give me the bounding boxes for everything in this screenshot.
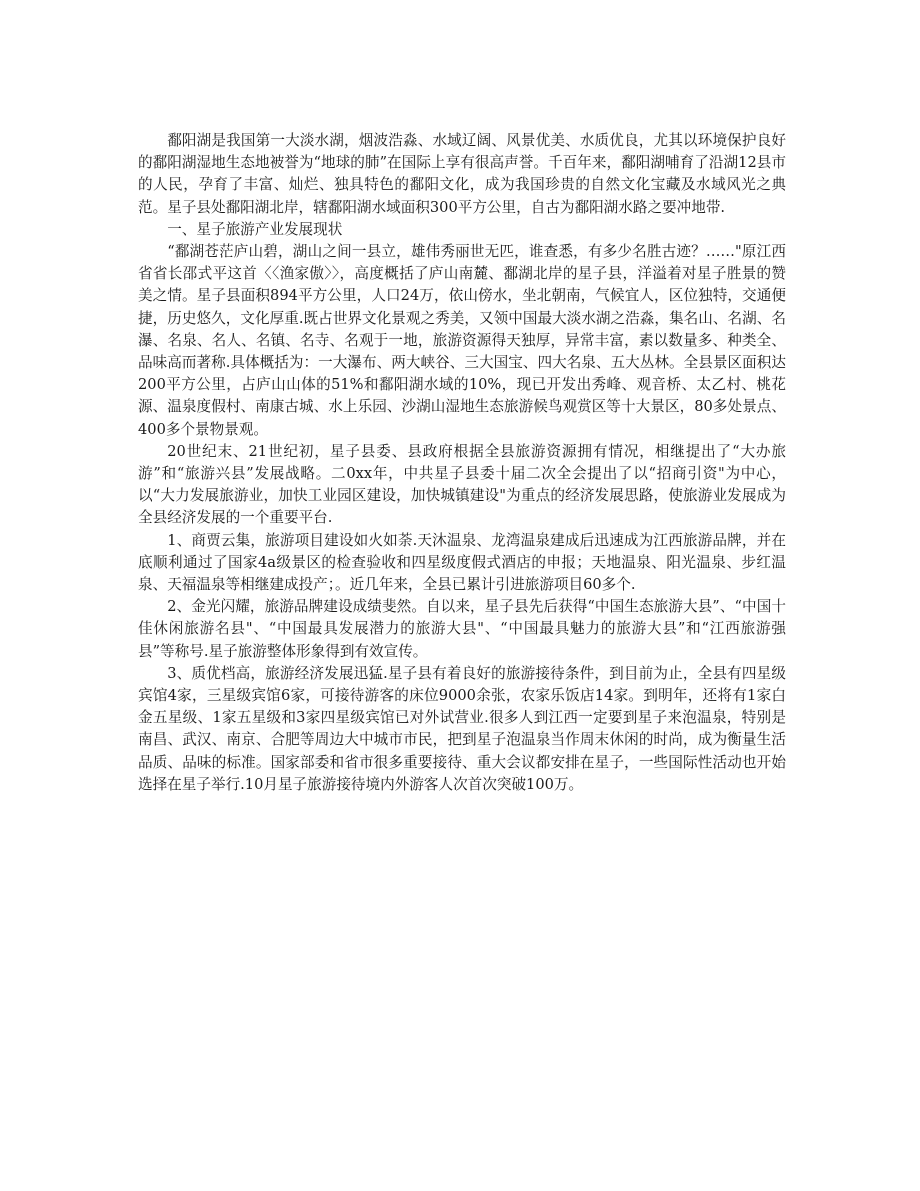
item-2-paragraph: 2、金光闪耀，旅游品牌建设成绩斐然。自以来，星子县先后获得“中国生态旅游大县”、“中国十佳休闲旅游名县"、“中国最具发展潜力的旅游大县"、“中国最具魅力的旅游大县”和“江西旅游强县”等称号.星子旅游整体形象得到有效宣传。: [138, 598, 786, 660]
strategy-paragraph: 20世纪末、21世纪初，星子县委、县政府根据全县旅游资源拥有情况，相继提出了“大办旅游”和“旅游兴县”发展战略。二0xx年，中共星子县委十届二次全会提出了以“招商引资"为中心，以“大力发展旅游业，加快工业园区建设，加快城镇建设"为重点的经济发展思路，使旅游业发展成为全县经济发展的一个重要平台.: [138, 442, 786, 527]
item-3-paragraph: 3、质优档高，旅游经济发展迅猛.星子县有着良好的旅游接待条件，到目前为止，全县有四星级宾馆4家，三星级宾馆6家，可接待游客的床位9000余张，农家乐饭店14家。到明年，还将有1家白金五星级、1家五星级和3家四星级宾馆已对外试营业.很多人到江西一定要到星子来泡温泉，特别是南昌、武汉、南京、合肥等周边大中城市市民，把到星子泡温泉当作周末休闲的时尚，成为衡量生活品质、品味的标准。国家部委和省市很多重要接待、重大会议都安排在星子，一些国际性活动也开始选择在星子举行.10月星子旅游接待境内外游客人次首次突破100万。: [138, 664, 786, 793]
document-body: [138, 130, 786, 796]
item-1-paragraph: 1、商贾云集，旅游项目建设如火如荼.天沐温泉、龙湾温泉建成后迅速成为江西旅游品牌，并在底顺利通过了国家4a级景区的检查验收和四星级度假式酒店的申报；天地温泉、阳光温泉、步红温泉、天福温泉等相继建成投产；。近几年来，全县已累计引进旅游项目60多个.: [138, 531, 786, 594]
poem-paragraph: “鄱湖苍茫庐山碧，湖山之间一县立，雄伟秀丽世无匹，谁查悉，有多少名胜古迹？……"原江西省省长邵式平这首〈〈渔家傲〉〉，高度概括了庐山南麓、鄱湖北岸的星子县，洋溢着对星子胜景的赞美之情。星子县面积894平方公里，人口24万，依山傍水，坐北朝南，气候宜人，区位独特，交通便捷，历史悠久，文化厚重.既占世界文化景观之秀美，又领中国最大淡水湖之浩淼，集名山、名湖、名瀑、名泉、名人、名镇、名寺、名观于一地，旅游资源得天独厚，异常丰富，素以数量多、种类全、品味高而著称.具体概括为：一大瀑布、两大峡谷、三大国宝、四大名泉、五大丛林。全县景区面积达200平方公里，占庐山山体的51%和鄱阳湖水域的10%，现已开发出秀峰、观音桥、太乙村、桃花源、温泉度假村、南康古城、水上乐园、沙湖山湿地生态旅游候鸟观赏区等十大景区，80多处景点、400多个景物景观。: [138, 243, 786, 438]
intro-paragraph: 鄱阳湖是我国第一大淡水湖，烟波浩淼、水域辽阔、风景优美、水质优良，尤其以环境保护良好的鄱阳湖湿地生态地被誉为“地球的肺”在国际上享有很高声誉。千百年来，鄱阳湖哺育了沿湖12县市的人民，孕育了丰富、灿烂、独具特色的鄱阳文化，成为我国珍贵的自然文化宝藏及水域风光之典范。星子县处鄱阳湖北岸，辖鄱阳湖水域面积300平方公里，自古为鄱阳湖水路之要冲地带.: [138, 132, 786, 216]
section-heading: 一、星子旅游产业发展现状: [167, 220, 343, 238]
